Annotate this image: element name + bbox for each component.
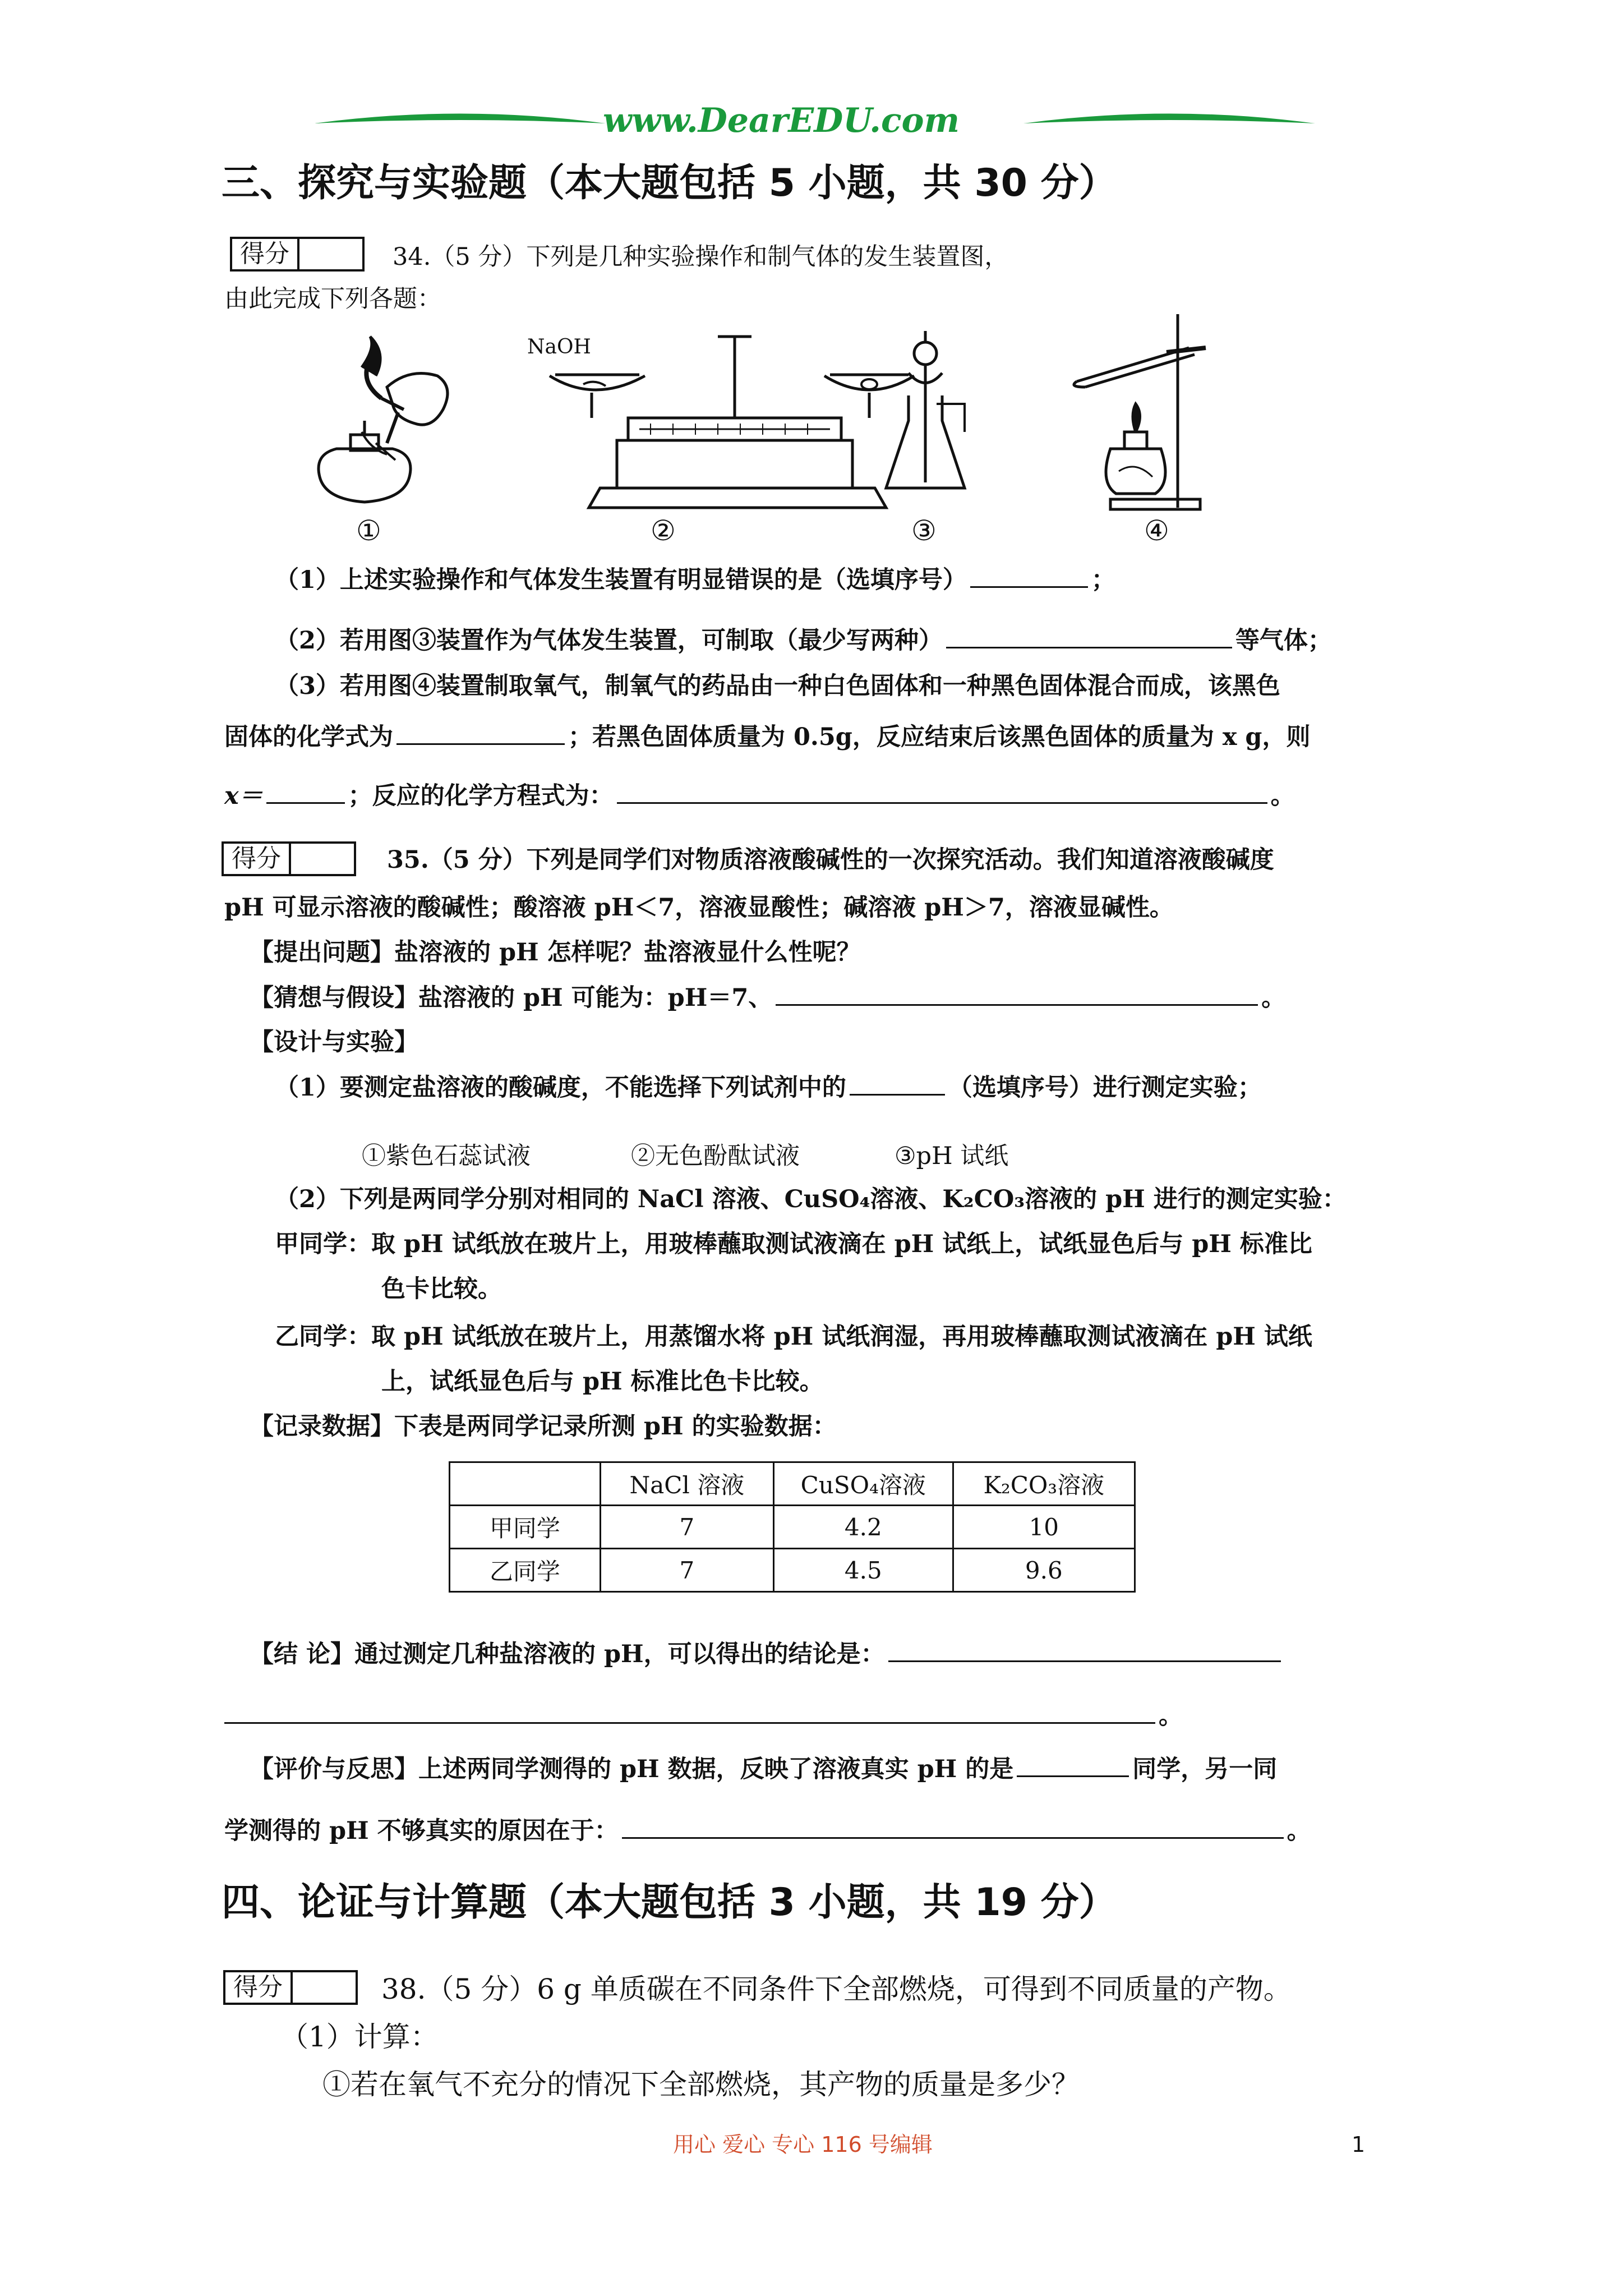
score-box-label: 得分 — [224, 844, 291, 874]
q35-conclusion — [250, 1638, 1284, 1670]
q35-conclusion-tag: 【结 论】 — [250, 1640, 354, 1668]
q34-stem-2: 由此完成下列各题： — [224, 285, 441, 313]
footer-text: 用心 爱心 专心 116 号编辑 — [673, 2132, 933, 2157]
table-header-row — [450, 1462, 1135, 1506]
q35-conclusion-text: 通过测定几种盐溶液的 pH，可以得出的结论是： — [354, 1640, 885, 1668]
q35-yi-2: 上，试纸显色后与 pH 标准比色卡比较。 — [381, 1368, 824, 1396]
score-box-34 — [230, 237, 365, 272]
q35-jia-1: 甲同学：取 pH 试纸放在玻片上，用玻棒蘸取测试液滴在 pH 试纸上，试纸显色后与 pH 标准比 — [275, 1230, 1312, 1258]
q35-option-2: ②无色酚酞试液 — [631, 1142, 800, 1170]
q35-record-tag: 【记录数据】 — [250, 1412, 394, 1441]
fig1-alcohol-lamps — [319, 337, 448, 502]
q35-hypothesis-text: 盐溶液的 pH 可能为：pH＝7、 — [418, 984, 773, 1012]
table-cell: 乙同学 — [450, 1549, 601, 1592]
q34-part-3c-text: ；反应的化学方程式为： — [348, 782, 614, 810]
q35-evaluation-2 — [224, 1815, 1311, 1847]
fig-label-4: ④ — [1144, 514, 1169, 547]
fig-label-2: ② — [651, 514, 676, 547]
q35-record — [250, 1411, 837, 1442]
fig-label-1: ① — [356, 514, 381, 547]
table-header-cell: CuSO₄溶液 — [773, 1462, 953, 1506]
q35-hypothesis — [250, 982, 1285, 1014]
fig3-flask — [886, 331, 965, 488]
q35-design-tag: 【设计与实验】 — [250, 1028, 418, 1056]
q35-yi-1: 乙同学：取 pH 试纸放在玻片上，用蒸馏水将 pH 试纸润湿，再用玻棒蘸取测试液滴在 pH 试纸 — [275, 1323, 1312, 1351]
table-cell: 7 — [600, 1549, 773, 1592]
q35-record-text: 下表是两同学记录所测 pH 的实验数据： — [394, 1412, 837, 1441]
q34-part-3c — [224, 780, 1295, 812]
q35-conclusion-end: 。 — [1159, 1702, 1183, 1730]
answer-blank[interactable] — [970, 564, 1088, 588]
q34-part-2-end: 等气体； — [1235, 627, 1332, 655]
q35-question-tag: 【提出问题】 — [250, 938, 394, 967]
q35-evaluation-tag: 【评价与反思】 — [250, 1755, 418, 1783]
answer-blank[interactable] — [622, 1815, 1284, 1839]
q35-conclusion-line-2 — [224, 1700, 1183, 1732]
q35-evaluation-end: 。 — [1287, 1817, 1311, 1845]
q35-hypothesis-end: 。 — [1261, 984, 1286, 1012]
table-row — [450, 1549, 1135, 1592]
q35-evaluation-mid: 同学，另一同 — [1132, 1755, 1278, 1783]
q34-stem-1: 34.（5 分）下列是几种实验操作和制气体的发生装置图， — [393, 243, 1009, 271]
answer-blank[interactable] — [617, 780, 1267, 804]
q35-stem-2: pH 可显示溶液的酸碱性；酸溶液 pH＜7，溶液显酸性；碱溶液 pH＞7，溶液显碱性。 — [224, 894, 1174, 922]
section-3-title: 三、探究与实验题（本大题包括 5 小题，共 30 分） — [222, 161, 1117, 205]
score-box-35 — [222, 841, 356, 876]
answer-blank[interactable] — [888, 1638, 1281, 1662]
answer-blank[interactable] — [1017, 1753, 1129, 1777]
section-4-title: 四、论证与计算题（本大题包括 3 小题，共 19 分） — [222, 1880, 1117, 1925]
answer-blank[interactable] — [396, 721, 565, 745]
table-cell: 4.2 — [773, 1506, 953, 1549]
table-cell: 7 — [600, 1506, 773, 1549]
q34-part-1-text: （1）上述实验操作和气体发生装置有明显错误的是（选填序号） — [275, 566, 967, 594]
q35-design-1-text: （1）要测定盐溶液的酸碱度，不能选择下列试剂中的 — [275, 1074, 846, 1102]
q35-design-1 — [275, 1071, 1262, 1103]
q35-question-text: 盐溶液的 pH 怎样呢？盐溶液显什么性呢？ — [394, 938, 861, 967]
q34-part-3b-rest: ；若黑色固体质量为 0.5g，反应结束后该黑色固体的质量为 x g，则 — [568, 723, 1311, 751]
q34-part-1-end: ； — [1091, 566, 1115, 594]
q35-option-1: ①紫色石蕊试液 — [362, 1142, 531, 1170]
table-cell: 10 — [953, 1506, 1135, 1549]
q35-option-3: ③pH 试纸 — [895, 1142, 1009, 1170]
q35-stem-1: 35.（5 分）下列是同学们对物质溶液酸碱性的一次探究活动。我们知道溶液酸碱度 — [387, 846, 1274, 874]
table-row — [450, 1506, 1135, 1549]
q35-design-1-end: （选填序号）进行测定实验； — [948, 1074, 1262, 1102]
q34-part-3c-x: x＝ — [224, 782, 263, 810]
header-swoosh-right — [1023, 107, 1315, 142]
apparatus-figure — [303, 314, 1396, 516]
answer-blank[interactable] — [224, 1700, 1155, 1724]
answer-blank[interactable] — [266, 780, 345, 804]
q35-evaluation — [250, 1753, 1277, 1785]
header-swoosh-left — [314, 107, 606, 142]
q34-part-2-text: （2）若用图③装置作为气体发生装置，可制取（最少写两种） — [275, 627, 943, 655]
q34-part-3a: （3）若用图④装置制取氧气，制氧气的药品由一种白色固体和一种黑色固体混合而成，该黑色 — [275, 672, 1280, 700]
score-box-label: 得分 — [232, 239, 299, 269]
q34-part-3c-end: 。 — [1270, 782, 1295, 810]
header-swoosh-left-graphic — [314, 107, 606, 140]
score-box-label: 得分 — [225, 1972, 293, 2003]
q38-part-1a: ①若在氧气不充分的情况下全部燃烧，其产物的质量是多少？ — [322, 2068, 1080, 2101]
table-cell: 甲同学 — [450, 1506, 601, 1549]
q35-evaluation-2-text: 学测得的 pH 不够真实的原因在于： — [224, 1817, 619, 1845]
naoh-label: NaOH — [527, 335, 591, 358]
answer-blank[interactable] — [946, 624, 1232, 648]
fig-label-3: ③ — [911, 514, 937, 547]
q34-part-3b — [224, 721, 1311, 753]
q38-part-1: （1）计算： — [280, 2021, 439, 2053]
q34-part-3b-text: 固体的化学式为 — [224, 723, 393, 751]
q38-stem: 38.（5 分）6 g 单质碳在不同条件下全部燃烧，可得到不同质量的产物。 — [381, 1973, 1292, 2005]
q35-evaluation-text: 上述两同学测得的 pH 数据，反映了溶液真实 pH 的是 — [418, 1755, 1014, 1783]
answer-blank[interactable] — [776, 982, 1258, 1006]
table-header-cell — [450, 1462, 601, 1506]
fig4-stand — [1074, 314, 1206, 509]
q35-design-2: （2）下列是两同学分别对相同的 NaCl 溶液、CuSO₄溶液、K₂CO₃溶液的 pH 进行的测定实验： — [275, 1185, 1347, 1213]
q34-part-2 — [275, 624, 1332, 656]
score-box-38 — [223, 1970, 358, 2005]
page-number: 1 — [1352, 2132, 1366, 2157]
q34-part-1 — [275, 564, 1115, 596]
table-header-cell: K₂CO₃溶液 — [953, 1462, 1135, 1506]
table-cell: 9.6 — [953, 1549, 1135, 1592]
table-cell: 4.5 — [773, 1549, 953, 1592]
fig2-balance — [550, 337, 914, 508]
q35-hypothesis-tag: 【猜想与假设】 — [250, 984, 418, 1012]
ph-data-table — [449, 1461, 1136, 1593]
header-swoosh-right-graphic — [1023, 107, 1315, 140]
q35-question — [250, 937, 861, 968]
q35-jia-2: 色卡比较。 — [381, 1275, 502, 1303]
header-site[interactable]: www.DearEDU.com — [603, 101, 960, 140]
answer-blank[interactable] — [850, 1071, 945, 1096]
table-header-cell: NaCl 溶液 — [600, 1462, 773, 1506]
